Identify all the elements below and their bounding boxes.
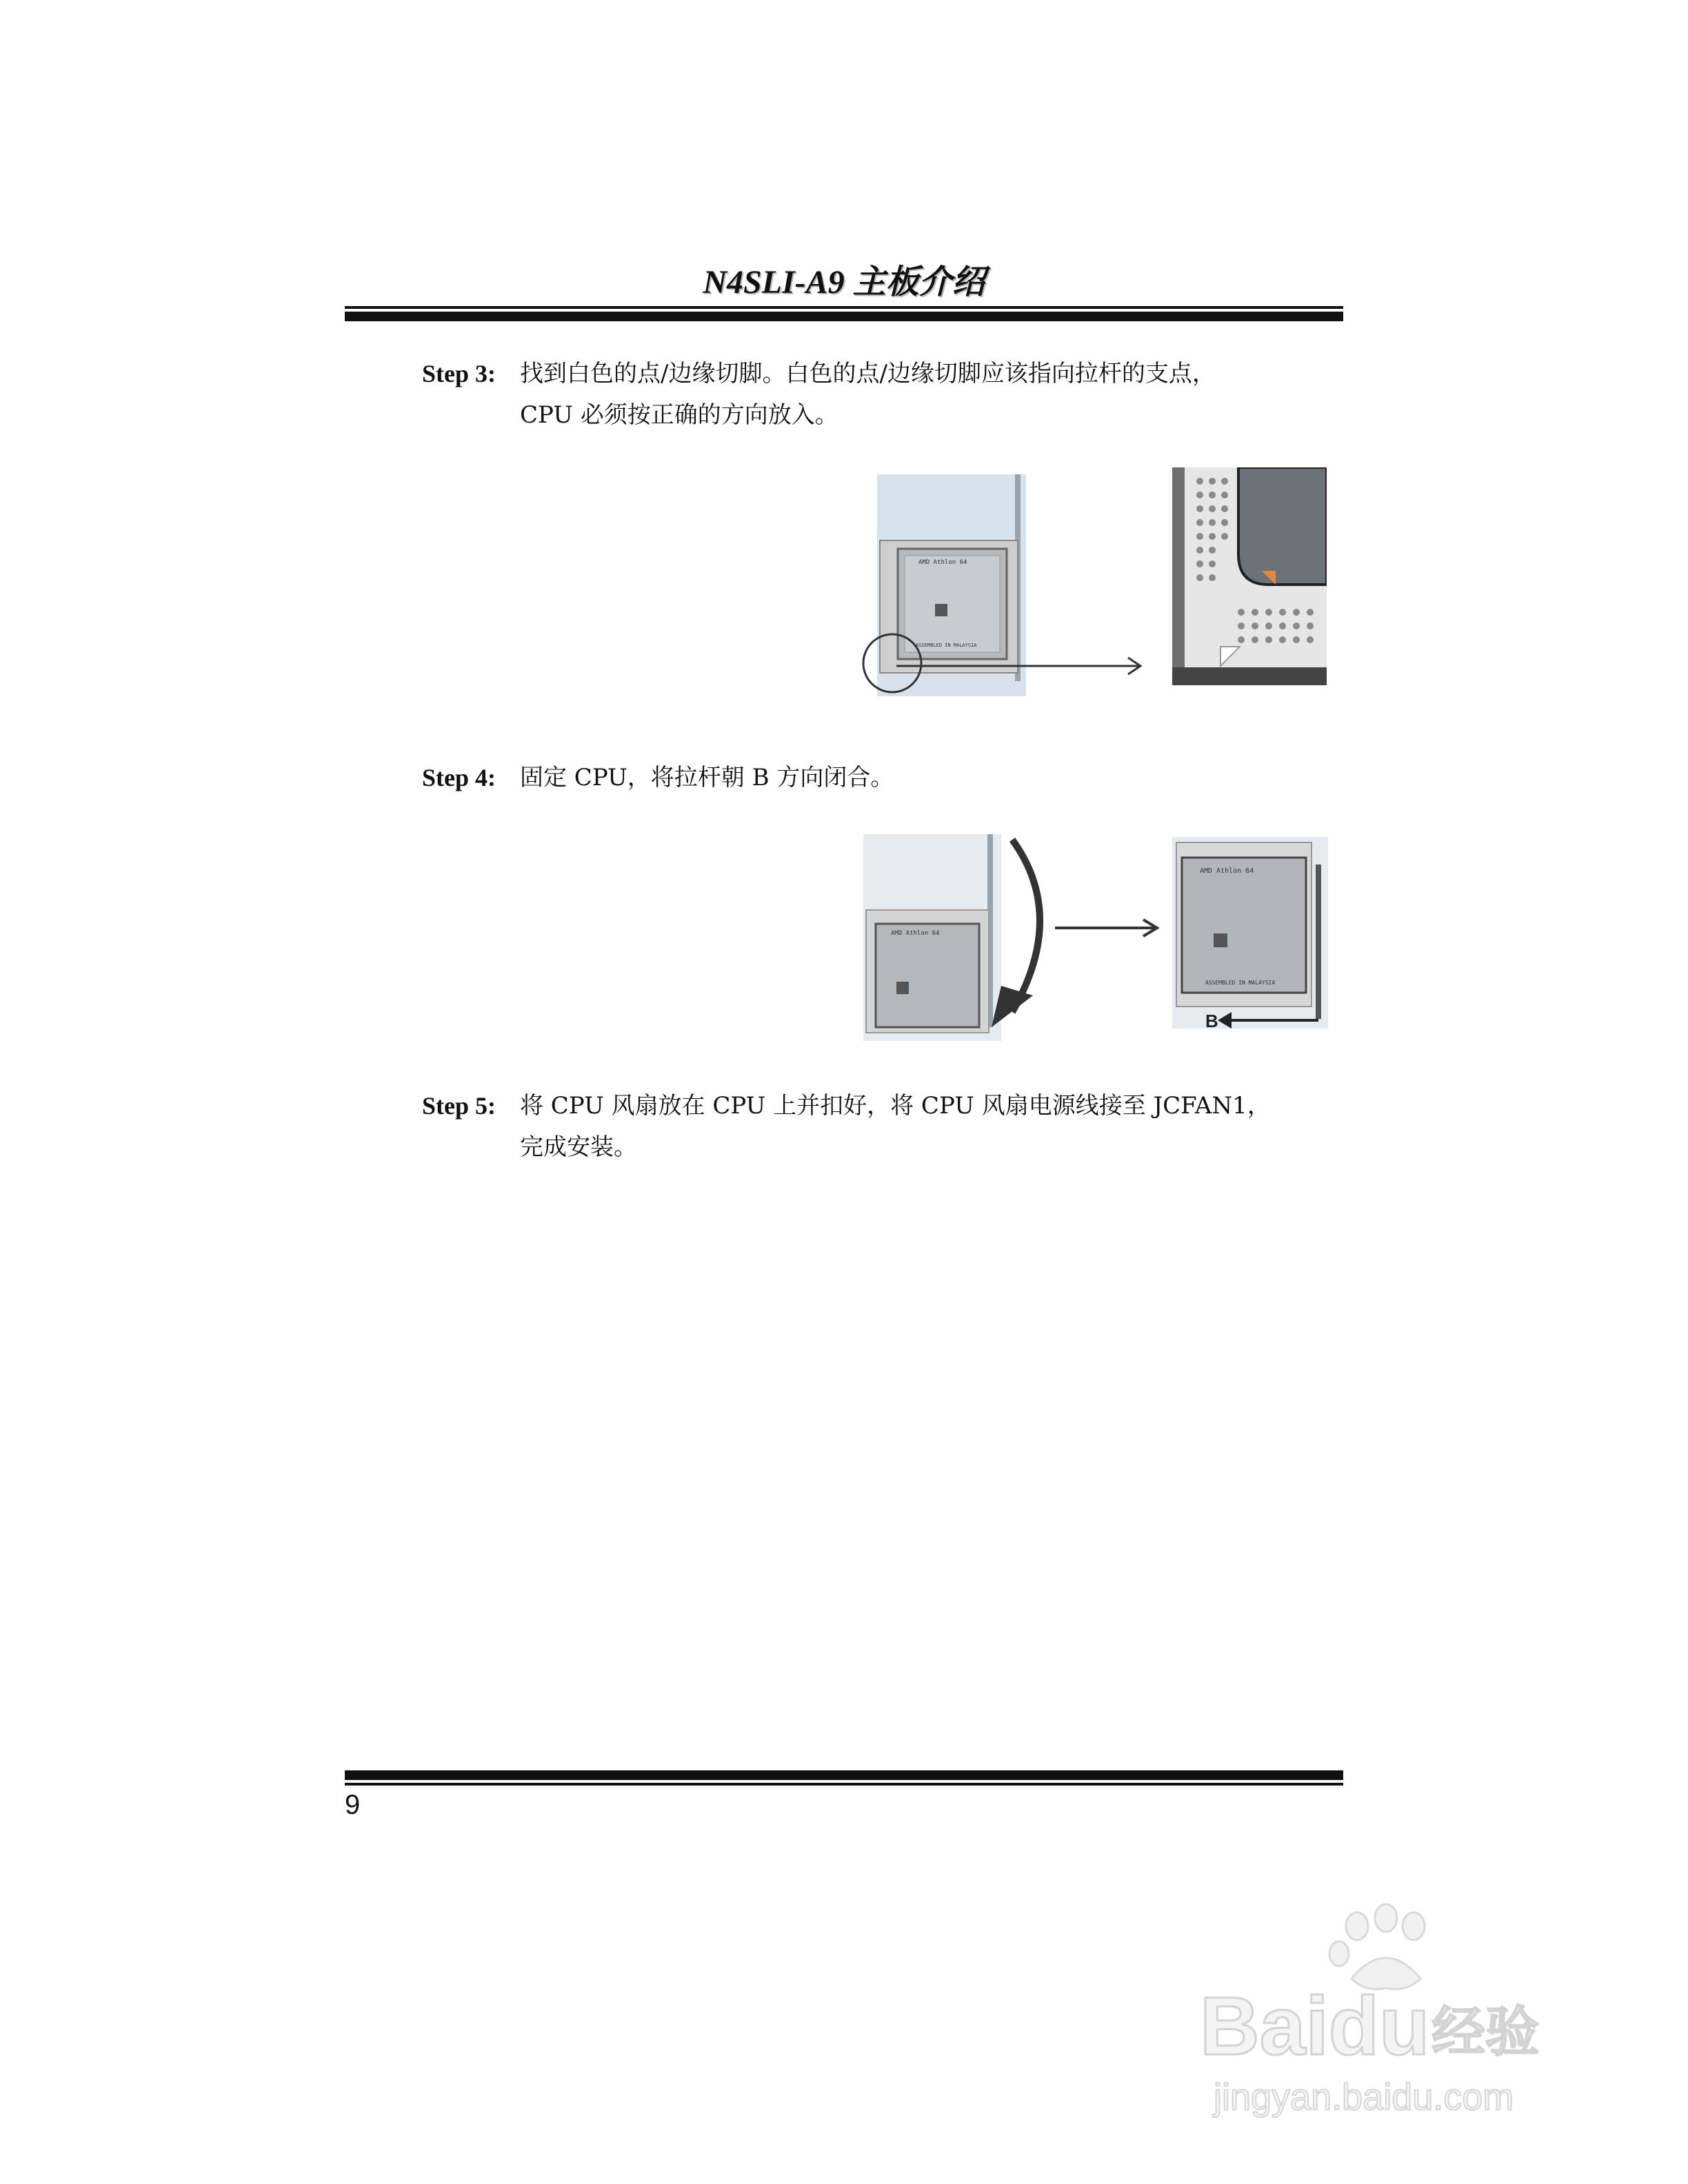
step-3-arrow-callout [855, 620, 1158, 710]
step-3-photo-closeup [1172, 467, 1327, 685]
watermark-cn: 经验 [1431, 2001, 1540, 2063]
step-5-line2: 完成安装。 [520, 1133, 637, 1161]
step-5-label: Step 5: [422, 1092, 496, 1120]
watermark-brand: Baidu [1200, 1980, 1430, 2072]
step-5 [422, 1085, 1346, 1168]
step-3-line1: 找到白色的点/边缘切脚。白色的点/边缘切脚应该指向拉杆的支点， [520, 360, 1216, 387]
step-3 [422, 353, 1346, 436]
step-4-photo-open [863, 834, 1001, 1041]
header-rule-thick [345, 312, 1343, 321]
page-number: 9 [345, 1790, 361, 1820]
step-4-label-b: B [1205, 1011, 1218, 1029]
step-3-line2: CPU 必须按正确的方向放入。 [520, 401, 838, 429]
step-4-label: Step 4: [422, 764, 496, 791]
step-4 [422, 757, 1346, 798]
watermark-url: jingyan.baidu.com [1214, 2076, 1514, 2118]
step-5-line1: 将 CPU 风扇放在 CPU 上并扣好，将 CPU 风扇电源线接至 JCFAN1， [520, 1092, 1271, 1120]
step-3-chip-assembled: ASSEMBLED IN MALAYSIA [916, 643, 977, 648]
step-4-photo-closed [1172, 837, 1328, 1029]
step-4-arrow-right [1055, 914, 1165, 942]
step-4-line1: 固定 CPU，将拉杆朝 B 方向闭合。 [520, 764, 894, 791]
step-3-label: Step 3: [422, 360, 496, 387]
step-3-chip-brand: AMD Athlon 64 [918, 559, 967, 566]
page-title: N4SLI-A9 主板介绍 [703, 264, 985, 301]
step-4-chip-brand-closed: AMD Athlon 64 [1200, 867, 1254, 875]
step-4-chip-brand-open: AMD Athlon 64 [891, 930, 940, 937]
header-rule-thin [345, 306, 1343, 309]
footer-rule-thick [345, 1770, 1343, 1780]
footer-rule-thin [345, 1783, 1343, 1786]
step-4-chip-assembled: ASSEMBLED IN MALAYSIA [1205, 980, 1276, 986]
baidu-watermark [1186, 1903, 1572, 2123]
